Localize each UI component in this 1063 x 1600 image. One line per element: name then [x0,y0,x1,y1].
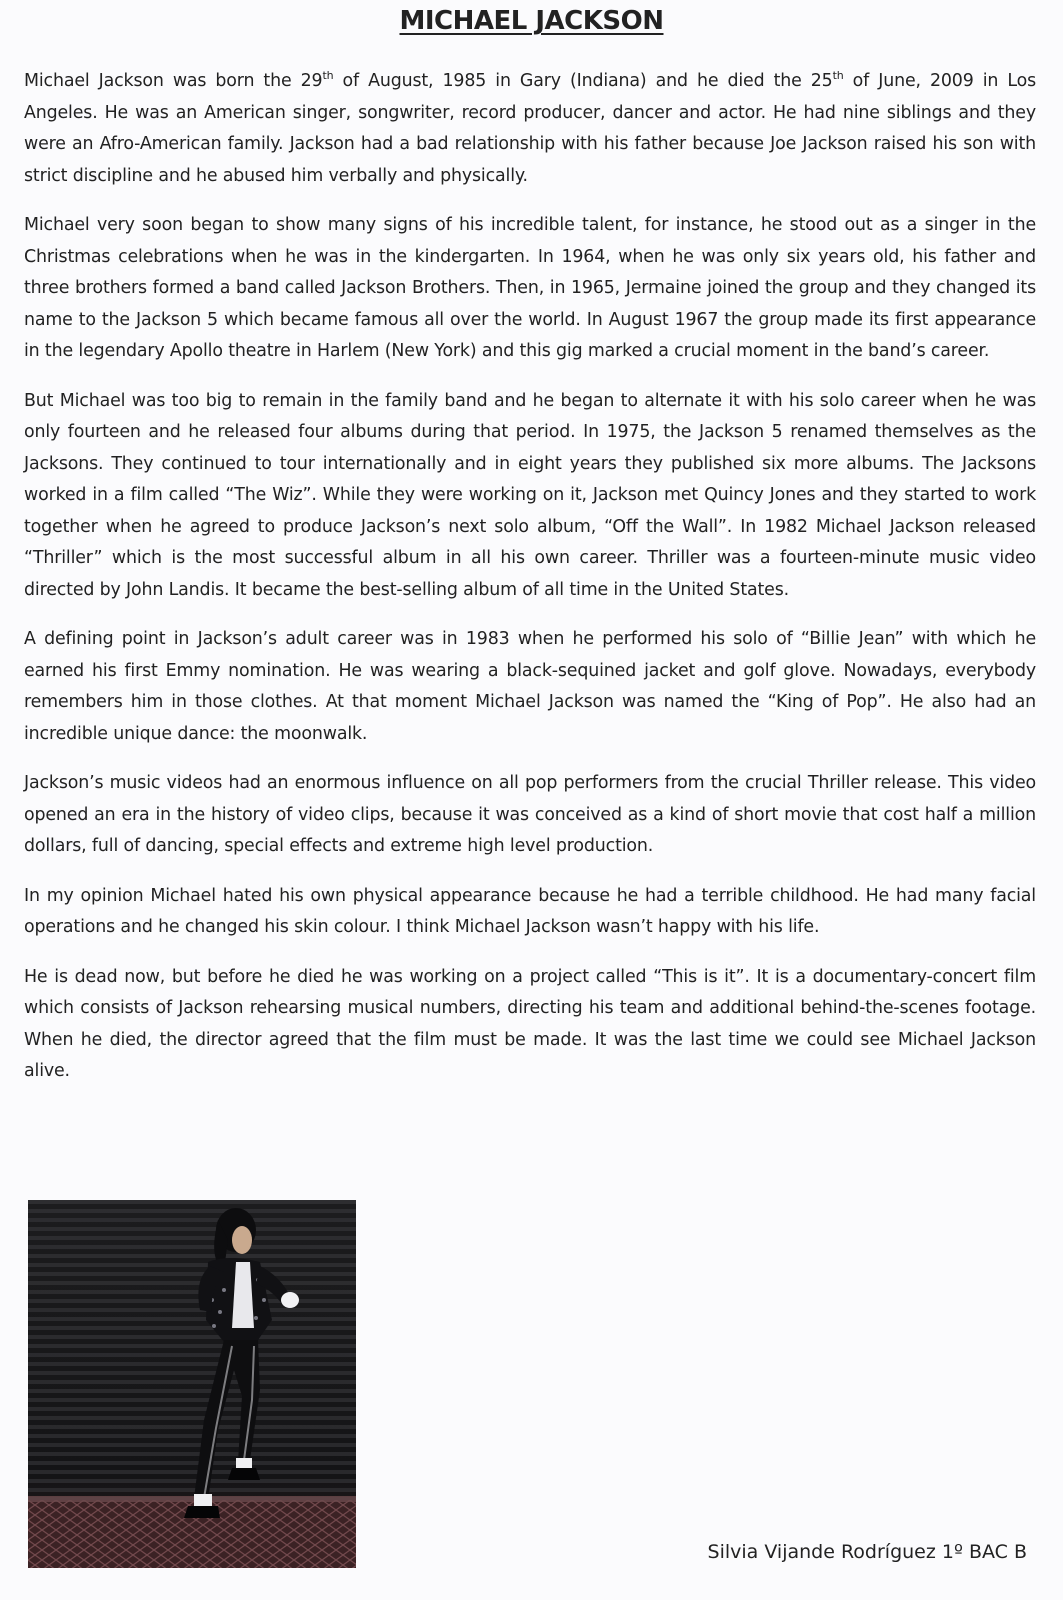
page-title: MICHAEL JACKSON [399,6,664,36]
performer-photo-illustration [28,1200,356,1568]
paragraph-3: But Michael was too big to remain in the family band and he began to alternate it with his solo career when he was only fourteen and he released four albums during that period. In 1975, the Jackson 5 renamed themselves as the Jacksons. They continued to tour internationally and in eight years they published six more albums. The Jacksons worked in a film called “The Wiz”. While they were working on it, Jackson met Quincy Jones and they started to work together when he agreed to produce Jackson’s next solo album, “Off the Wall”. In 1982 Michael Jackson released “Thriller” which is the most successful album in all his own career. Thriller was a fourteen-minute music video directed by John Landis. It became the best-selling album of all time in the United States. [24,390,1036,600]
paragraph-6: In my opinion Michael hated his own physical appearance because he had a terrible childhood. He had many facial operations and he changed his skin colour. I think Michael Jackson wasn’t happy with his life. [24,885,1036,937]
ordinal-suffix: th [322,69,334,83]
performer-photo [28,1200,356,1568]
paragraph-1-text-c: of June, 2009 in Los Angeles. He was an American singer, songwriter, record producer, dancer and actor. He had nine siblings and they were an Afro-American family. Jackson had a bad relationship with his father because Joe Jackson raised his son with strict discipline and he abused him verbally and physically. [24,71,1036,186]
paragraph-7: He is dead now, but before he died he was working on a project called “This is it”. It is a documentary-concert film which consists of Jackson rehearsing musical numbers, directing his team and additional behind-the-scenes footage. When he died, the director agreed that the film must be made. It was the last time we could see Michael Jackson alive. [24,966,1036,1081]
paragraph-2: Michael very soon began to show many signs of his incredible talent, for instance, he stood out as a singer in the Christmas celebrations when he was in the kindergarten. In 1964, when he was only six years old, his father and three brothers formed a band called Jackson Brothers. Then, in 1965, Jermaine joined the group and they changed its name to the Jackson 5 which became famous all over the world. In August 1967 the group made its first appearance in the legendary Apollo theatre in Harlem (New York) and this gig marked a crucial moment in the band’s career. [24,215,1036,361]
paragraph-1-text-a: Michael Jackson was born the 29 [24,71,323,91]
paragraph-1-text-b: of August, 1985 in Gary (Indiana) and he died the 25 [333,71,833,91]
paragraph-5: Jackson’s music videos had an enormous influence on all pop performers from the crucial Thriller release. This video opened an era in the history of video clips, because it was conceived as a kind of short movie that cost half a million dollars, full of dancing, special effects and extreme high level production. [24,773,1036,856]
author-signature: Silvia Vijande Rodríguez 1º BAC B [707,1541,1027,1563]
ordinal-suffix: th [832,69,844,83]
essay-body [24,66,1036,1106]
paragraph-4: A defining point in Jackson’s adult career was in 1983 when he performed his solo of “Billie Jean” with which he earned his first Emmy nomination. He was wearing a black-sequined jacket and golf glove. Nowadays, everybody remembers him in those clothes. At that moment Michael Jackson was named the “King of Pop”. He also had an incredible unique dance: the moonwalk. [24,629,1036,744]
paragraph-1 [24,66,1036,192]
